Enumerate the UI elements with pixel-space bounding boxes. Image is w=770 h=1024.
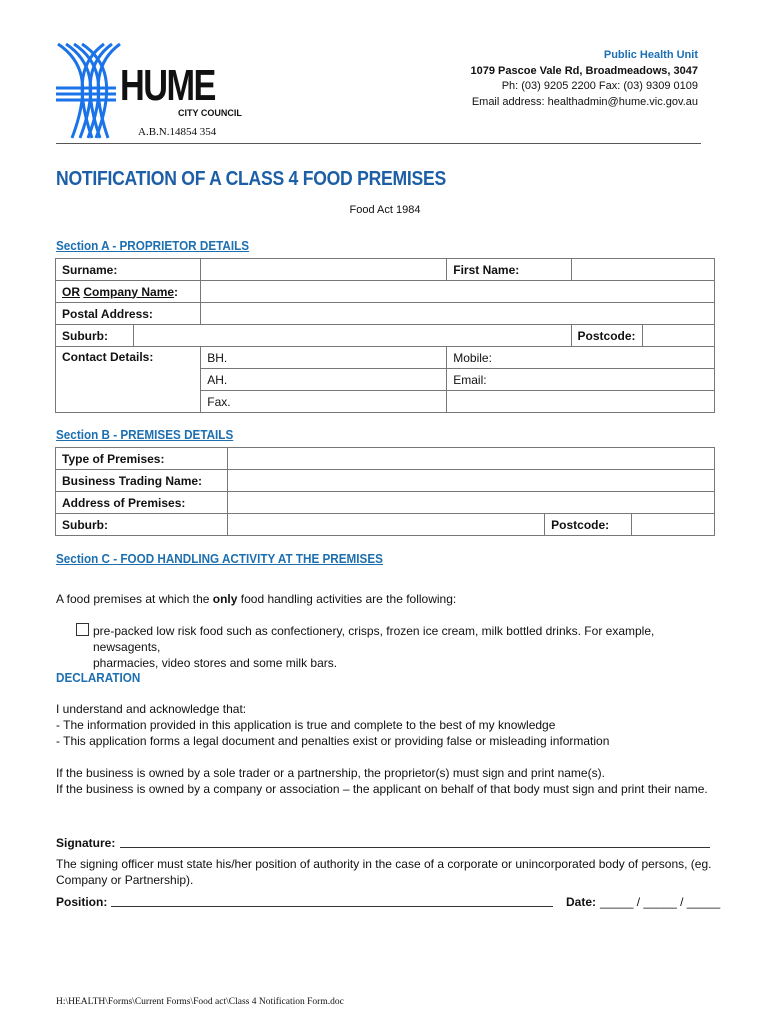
unit-name: Public Health Unit xyxy=(603,49,698,61)
logo-subtitle: CITY COUNCIL xyxy=(178,108,242,118)
contact-details-label: Contact Details: xyxy=(56,347,201,413)
logo-wordmark: HUME xyxy=(120,61,215,110)
type-label: Type of Premises: xyxy=(56,448,228,470)
position-line[interactable] xyxy=(111,906,553,907)
contact-header xyxy=(471,48,698,110)
abn-number: A.B.N.14854 354 xyxy=(138,126,217,138)
blank-cell xyxy=(447,391,715,413)
signature-label: Signature: xyxy=(56,836,116,850)
table-row xyxy=(56,259,715,281)
prepacked-checkbox[interactable] xyxy=(76,623,89,636)
premises-table xyxy=(55,447,715,536)
trading-name-label: Business Trading Name: xyxy=(56,470,228,492)
table-row xyxy=(56,470,715,492)
company-label-text: Company Name xyxy=(83,284,175,299)
mobile-field[interactable] xyxy=(447,347,715,369)
intro-text-end: food handling activities are the following: xyxy=(237,592,457,606)
option-text-line2: pharmacies, video stores and some milk bars. xyxy=(93,656,338,670)
company-name-label: OR Company Name: xyxy=(56,281,201,303)
officer-note-line2: Company or Partnership). xyxy=(56,873,194,887)
bh-field[interactable] xyxy=(201,347,447,369)
intro-text: A food premises at which the xyxy=(56,592,213,606)
declaration-block xyxy=(56,701,609,749)
premises-address-field[interactable] xyxy=(227,492,714,514)
ah-label: AH. xyxy=(207,372,228,387)
fax-field[interactable] xyxy=(201,391,447,413)
trading-name-field[interactable] xyxy=(227,470,714,492)
email-label: Email: xyxy=(453,372,487,387)
date-label: Date: xyxy=(566,895,597,909)
header-divider xyxy=(56,143,701,144)
officer-note-line1: The signing officer must state his/her position of authority in the case of a corporate or unincorporated body of persons, (eg. xyxy=(56,857,712,871)
section-a-heading: Section A - PROPRIETOR DETAILS xyxy=(56,238,250,253)
section-b-heading: Section B - PREMISES DETAILS xyxy=(56,427,234,442)
postal-address-field[interactable] xyxy=(201,303,715,325)
company-name-field[interactable] xyxy=(201,281,715,303)
mobile-label: Mobile: xyxy=(453,350,492,365)
premises-suburb-label: Suburb: xyxy=(56,514,228,536)
type-field[interactable] xyxy=(227,448,714,470)
surname-label: Surname: xyxy=(56,259,201,281)
form-subtitle: Food Act 1984 xyxy=(349,204,421,216)
officer-note xyxy=(56,856,716,888)
table-row xyxy=(56,347,715,369)
option-text-line1: pre-packed low risk food such as confectionery, crisps, frozen ice cream, milk bottled drinks. For example, newsagents, xyxy=(93,624,655,654)
position-label: Position: xyxy=(56,895,108,909)
suburb-label: Suburb: xyxy=(56,325,134,347)
email-field[interactable] xyxy=(447,369,715,391)
bh-label: BH. xyxy=(207,350,228,365)
section-c-intro xyxy=(56,591,456,607)
table-row xyxy=(56,514,715,536)
declaration-line: I understand and acknowledge that: xyxy=(56,702,247,716)
ownership-block xyxy=(56,765,708,797)
premises-address-label: Address of Premises: xyxy=(56,492,228,514)
table-row xyxy=(56,492,715,514)
ownership-line: If the business is owned by a sole trader or a partnership, the proprietor(s) must sign and print name(s). xyxy=(56,766,605,780)
premises-postcode-label: Postcode: xyxy=(545,514,632,536)
surname-field[interactable] xyxy=(201,259,447,281)
first-name-field[interactable] xyxy=(571,259,714,281)
postcode-label: Postcode: xyxy=(571,325,642,347)
declaration-line: - The information provided in this application is true and complete to the best of my knowledge xyxy=(56,718,556,732)
declaration-heading: DECLARATION xyxy=(56,670,141,685)
postcode-field[interactable] xyxy=(642,325,714,347)
suburb-field[interactable] xyxy=(133,325,571,347)
signature-line[interactable] xyxy=(120,847,710,848)
fax-label: Fax. xyxy=(207,394,231,409)
premises-postcode-field[interactable] xyxy=(632,514,715,536)
ownership-line: If the business is owned by a company or association – the applicant on behalf of that body must sign and print their name. xyxy=(56,782,708,796)
table-row xyxy=(56,325,715,347)
prepacked-option xyxy=(93,623,723,671)
ah-field[interactable] xyxy=(201,369,447,391)
date-field[interactable]: _____ / _____ / _____ xyxy=(600,895,721,909)
intro-bold: only xyxy=(212,592,238,606)
phone-fax: Ph: (03) 9205 2200 Fax: (03) 9309 0109 xyxy=(501,80,698,92)
section-c-heading: Section C - FOOD HANDLING ACTIVITY AT THE PREMISES xyxy=(56,551,383,566)
email-address: Email address: healthadmin@hume.vic.gov.au xyxy=(471,95,698,108)
first-name-label: First Name: xyxy=(447,259,571,281)
table-row xyxy=(56,303,715,325)
declaration-line: - This application forms a legal document and penalties exist or providing false or misleading information xyxy=(56,734,610,748)
table-row xyxy=(56,448,715,470)
form-title: NOTIFICATION OF A CLASS 4 FOOD PREMISES xyxy=(56,168,446,190)
or-label: OR xyxy=(62,284,80,299)
street-address: 1079 Pascoe Vale Rd, Broadmeadows, 3047 xyxy=(470,64,698,77)
postal-address-label: Postal Address: xyxy=(56,303,201,325)
file-path-footer: H:\HEALTH\Forms\Current Forms\Food act\Class 4 Notification Form.doc xyxy=(56,997,344,1007)
proprietor-table xyxy=(55,258,715,413)
premises-suburb-field[interactable] xyxy=(227,514,544,536)
table-row xyxy=(56,281,715,303)
